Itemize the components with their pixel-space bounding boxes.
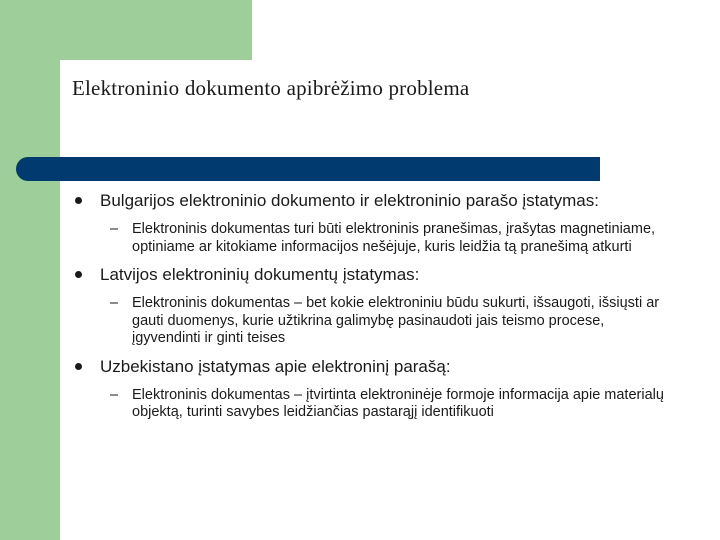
bullet-item-latvia — [72, 264, 672, 285]
dash-icon: – — [110, 295, 119, 311]
dash-icon: – — [110, 221, 119, 237]
dash-icon: – — [110, 386, 119, 403]
sub-text: Elektroninis dokumentas – įtvirtinta elektroninėje formoje informacija apie materialų objektą, turinti savybes leidžiančias pastarąjį identifikuoti — [132, 386, 664, 420]
sub-text: Elektroninis dokumentas turi būti elektroninis pranešimas, įrašytas magnetiniame, optiniame ar kitokiame informacijos nešėjuje, kuris leidžia tą pranešimą atkurti — [132, 221, 656, 255]
bullet-item-uzbekistan — [72, 356, 672, 377]
green-top-band — [0, 0, 252, 60]
sub-item-bulgaria — [72, 221, 672, 256]
title-divider-bar — [16, 157, 600, 181]
bullet-dot-icon — [75, 271, 82, 278]
sub-item-latvia — [72, 295, 672, 348]
sub-text: Elektroninis dokumentas – bet kokie elektroniniu būdu sukurti, išsaugoti, išsiųsti ar gauti duomenys, kurie užtikrina galimybę pasinaudoti jais teismo procese, įgyvendinti ir ginti teises — [132, 295, 660, 346]
sub-item-uzbekistan — [72, 387, 672, 422]
slide-content — [72, 190, 672, 430]
bullet-item-bulgaria — [72, 190, 672, 211]
title-panel — [60, 60, 720, 156]
bullet-text: Latvijos elektroninių dokumentų įstatymas: — [100, 265, 420, 284]
bullet-dot-icon — [75, 197, 82, 204]
green-side-band — [0, 0, 60, 540]
slide-title: Elektroninio dokumento apibrėžimo problema — [72, 76, 470, 100]
bullet-text: Uzbekistano įstatymas apie elektroninį parašą: — [100, 356, 451, 376]
bullet-dot-icon — [75, 363, 82, 370]
bullet-text: Bulgarijos elektroninio dokumento ir elektroninio parašo įstatymas: — [100, 191, 599, 210]
